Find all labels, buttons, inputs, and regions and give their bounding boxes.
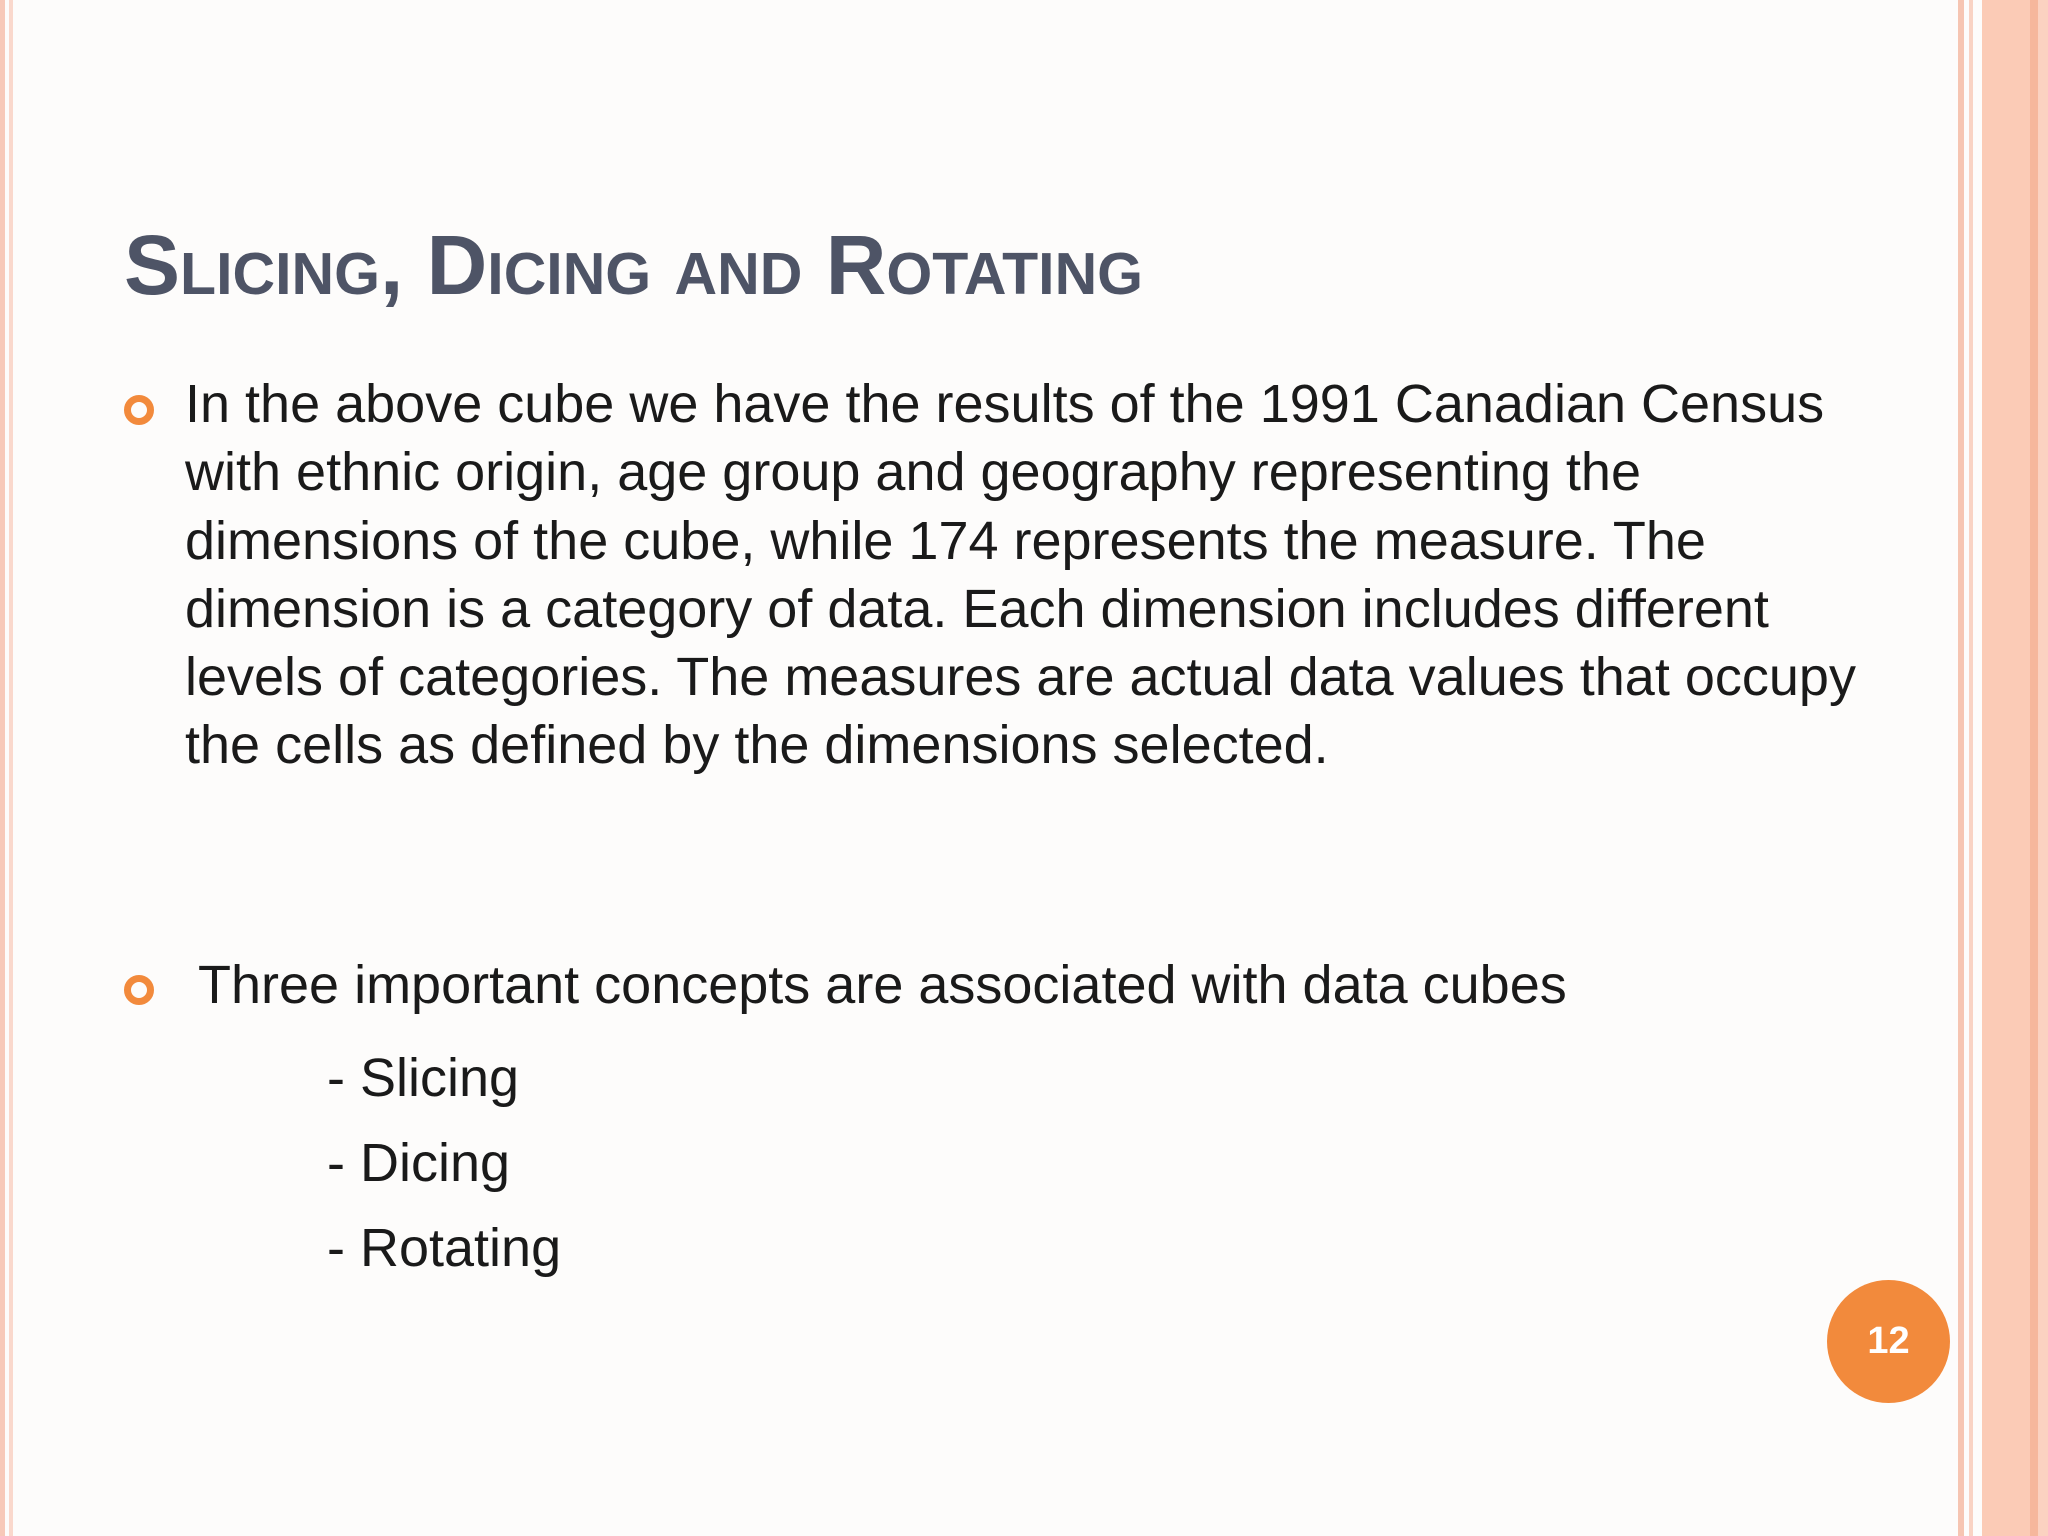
bullet-paragraph-1: In the above cube we have the results of the 1991 Canadian Census with ethnic origin, age group and geography representing the dimensions of the cube, while 174 represents the measure. The dimension is a category of data. Each dimension includes different levels of categories. The measures are actual data values that occupy the cells as defined by the dimensions selected. [185, 374, 1856, 776]
concepts-list [327, 1036, 561, 1291]
right-border-band [1982, 0, 2030, 1536]
concept-item-slicing: - Slicing [327, 1048, 520, 1108]
right-border-band-dark [2030, 0, 2038, 1536]
page-number-badge: 12 [1827, 1280, 1950, 1403]
left-border-stripe [0, 0, 5, 1536]
right-border-stripe-inner [1958, 0, 1964, 1536]
concept-item-rotating: - Rotating [327, 1218, 562, 1278]
bullet-circle-icon [124, 395, 154, 425]
left-border-stripe-inner [9, 0, 13, 1536]
right-border-edge [2038, 0, 2048, 1536]
bullet-circle-icon [124, 975, 154, 1005]
slide-title: Slicing, Dicing and Rotating [124, 218, 1144, 312]
right-border-stripe-thin [1969, 0, 1973, 1536]
concept-item-dicing: - Dicing [327, 1133, 511, 1193]
bullet-paragraph-2: Three important concepts are associated with data cubes [198, 955, 1567, 1015]
